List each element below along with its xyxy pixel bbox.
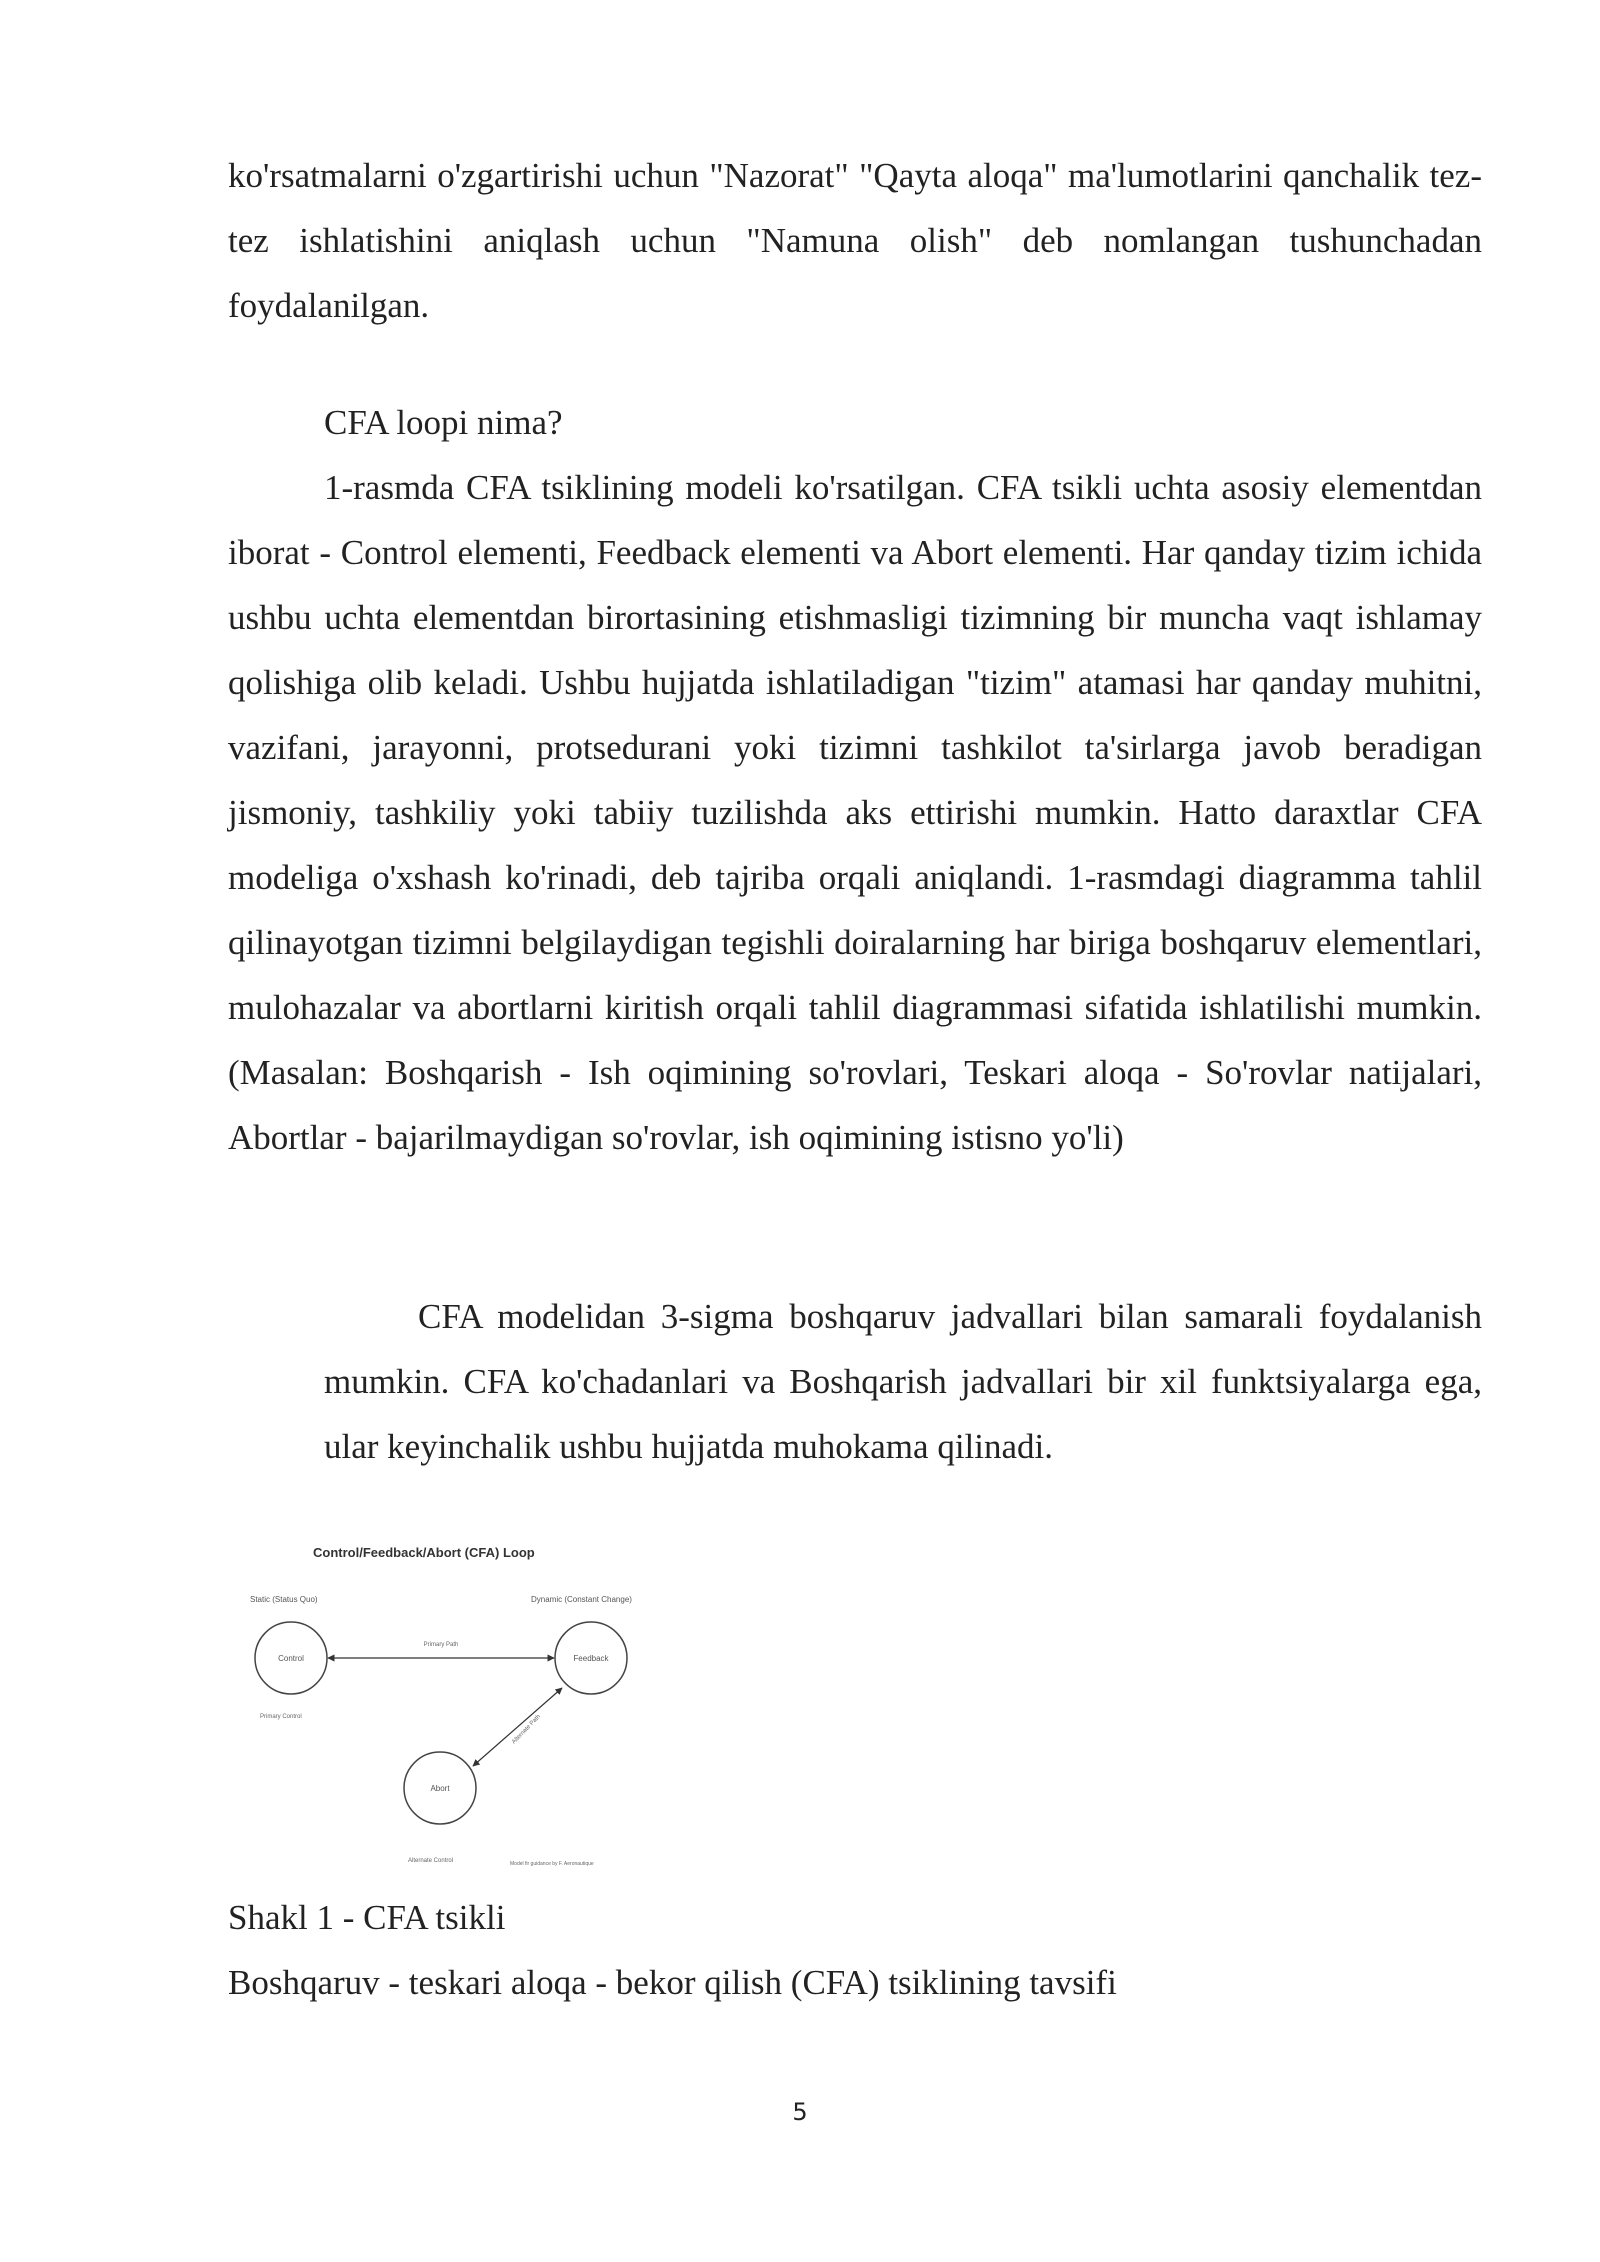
cfa-loop-figure (228, 1530, 698, 1880)
page-number: 5 (792, 2098, 808, 2126)
control-node-label: Control (278, 1654, 304, 1663)
abort-node-label: Abort (430, 1784, 450, 1793)
feedback-node-label: Feedback (573, 1654, 609, 1663)
label-static: Static (Status Quo) (250, 1595, 318, 1604)
alternate-control-label: Alternate Control (408, 1858, 454, 1864)
primary-path-label: Primary Path (423, 1642, 459, 1648)
section-heading: CFA loopi nima? (324, 403, 563, 442)
alternate-path-arrow (473, 1688, 562, 1766)
paragraph-control-charts: CFA modelidan 3-sigma boshqaruv jadvallari bilan samarali foydalanish mumkin. CFA ko'chadanlari va Boshqarish jadvallari bir xil funktsiyalarga ega, ular keyinchalik ushbu hujjatda muhokama qilinadi. (324, 1297, 1482, 1466)
figure-caption: Shakl 1 - CFA tsikli (228, 1898, 506, 1937)
section-subtitle: Boshqaruv - teskari aloqa - bekor qilish (CFA) tsiklining tavsifi (228, 1963, 1117, 2002)
alternate-path-label: Alternate Path (511, 1713, 542, 1746)
paragraph-cfa-description: 1-rasmda CFA tsiklining modeli ko'rsatilgan. CFA tsikli uchta asosiy elementdan iborat - Control elementi, Feedback elementi va Abort elementi. Har qanday tizim ichida ushbu uchta elementdan birortasining etishmasligi tizimning bir muncha vaqt ishlamay qolishiga olib keladi. Ushbu hujjatda ishlatiladigan "tizim" atamasi har qanday muhitni, vazifani, jarayonni, protsedurani yoki tizimni tashkilot ta'sirlarga javob beradigan jismoniy, tashkiliy yoki tabiiy tuzilishda aks ettirishi mumkin. Hatto daraxtlar CFA modeliga o'xshash ko'rinadi, deb tajriba orqali aniqlandi. 1-rasmdagi diagramma tahlil qilinayotgan tizimni belgilaydigan tegishli doiralarning har biriga boshqaruv elementlari, mulohazalar va abortlarni kiritish orqali tahlil diagrammasi sifatida ishlatilishi mumkin. (Masalan: Boshqarish - Ish oqimining so'rovlari, Teskari aloqa - So'rovlar natijalari, Abortlar - bajarilmaydigan so'rovlar, ish oqimining istisno yo'li) (228, 468, 1482, 1157)
paragraph-intro: ko'rsatmalarni o'zgartirishi uchun "Nazorat" "Qayta aloqa" ma'lumotlarini qanchalik tez-tez ishlatishini aniqlash uchun "Namuna olish" deb nomlangan tushunchadan foydalanilgan. (228, 156, 1482, 325)
cfa-loop-diagram (228, 1530, 698, 1880)
primary-control-label: Primary Control (260, 1714, 302, 1720)
figure-credit: Model fir guidance by F. Aeronautique (510, 1861, 594, 1867)
figure-title: Control/Feedback/Abort (CFA) Loop (313, 1545, 535, 1560)
label-dynamic: Dynamic (Constant Change) (531, 1595, 632, 1604)
